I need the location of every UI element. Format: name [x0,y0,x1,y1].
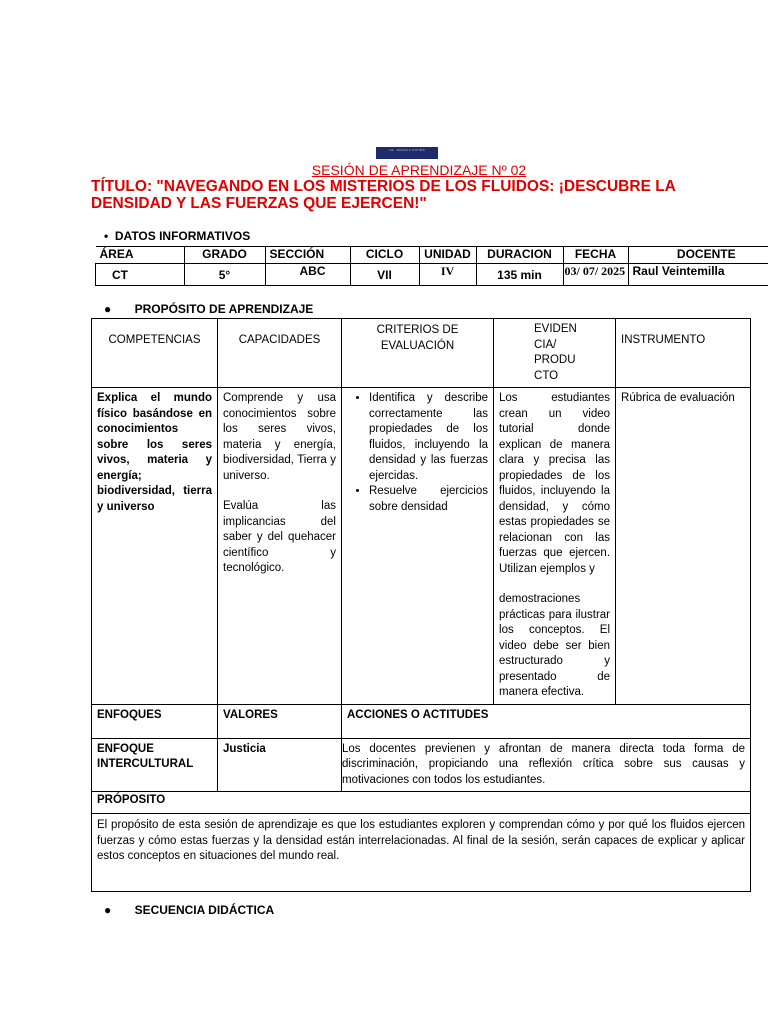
learning-purpose-table [91,318,751,892]
header-unidad: UNIDAD [419,247,476,264]
proposito-label: PRÓPOSITO [92,792,751,814]
enfoque-value: ENFOQUE INTERCULTURAL [92,738,218,792]
header-duracion: DURACION [476,247,563,264]
header-ciclo: CICLO [350,247,419,264]
enfoques-header-row [92,704,751,738]
acciones-label: ACCIONES O ACTITUDES [342,704,751,738]
proposito-heading [104,302,313,316]
value-unidad: IV [419,264,476,286]
criterios-cell [342,388,494,705]
institution-banner [376,147,438,159]
criterio-1: • Identifica y describe correctamente las propiedades de los fluidos, incluyendo la densidad y las fuerzas ejercidas. [369,391,488,484]
datos-heading-text: DATOS INFORMATIVOS [114,229,251,243]
header-docente: DOCENTE [628,247,768,264]
header-fecha: FECHA [563,247,628,264]
header-capacidades: CAPACIDADES [218,319,342,388]
capacidad-1: Comprende y usa conocimientos sobre los seres vivos, materia y energía, biodiversidad, Tierra y universo. [223,392,336,482]
datos-header-row [96,247,768,264]
value-duracion: 135 min [476,264,563,286]
proposito-text-row [92,814,751,892]
header-area: ÁREA [96,247,185,264]
value-grado: 5° [184,264,265,286]
header-instrumento: INSTRUMENTO [616,319,751,388]
capacidades-cell [218,388,342,705]
bullet-icon: ● [104,302,112,316]
header-evidencia: EVIDEN CIA/ PRODU CTO [494,319,616,388]
value-docente: Raul Veintemilla [628,264,768,286]
value-ciclo: VII [350,264,419,286]
bullet-icon: • [104,229,109,243]
valores-label: VALORES [218,704,342,738]
header-competencias: COMPETENCIAS [92,319,218,388]
proposito-label-row [92,792,751,814]
secuencia-heading [104,903,274,917]
value-fecha: 03/ 07/ 2025 [563,264,628,286]
secuencia-heading-text: SECUENCIA DIDÁCTICA [134,903,275,917]
header-seccion: SECCIÓN [265,247,350,264]
instrumento-cell: Rúbrica de evaluación [616,388,751,705]
valor-value: Justicia [218,738,342,792]
competencia-cell: Explica el mundo físico basándose en conocimientos sobre los seres vivos, materia y energía; biodiversidad, tierra y universo [92,388,218,705]
banner-text: I.E. GRACIA DIVINA [388,148,426,152]
header-criterios: CRITERIOS DE EVALUACIÓN [342,319,494,388]
datos-value-row [96,264,768,286]
capacidad-2: Evalúa las implicancias del saber y del quehacer científico y tecnológico. [223,500,336,574]
session-title: TÍTULO: "NAVEGANDO EN LOS MISTERIOS DE LOS FLUIDOS: ¡DESCUBRE LA DENSIDAD Y LAS FUERZAS QUE EJERCEN!" [91,178,676,212]
accion-value: Los docentes previenen y afrontan de manera directa toda forma de discriminación, propiciando una reflexión crítica sobre sus causas y motivaciones con todos los estudiantes. [342,738,751,792]
value-area: CT [96,264,185,286]
session-heading: SESIÓN DE APRENDIZAJE Nº 02 [311,162,527,178]
enfoques-label: ENFOQUES [92,704,218,738]
evidencia-cell [494,388,616,705]
criterio-2: • Resuelve ejercicios sobre densidad [369,484,488,515]
datos-heading [104,229,250,243]
enfoque-row [92,738,751,792]
datos-table [95,246,768,286]
purpose-content-row [92,388,751,705]
purpose-header-row [92,319,751,388]
proposito-text: El propósito de esta sesión de aprendizaje es que los estudiantes exploren y comprendan cómo y por qué los fluidos ejercen fuerzas y cómo estas fuerzas y la densidad están interrelacionadas. Al final de la sesión, serán capaces de explicar y aplicar estos conceptos en situaciones del mundo real. [92,814,751,892]
proposito-heading-text: PROPÓSITO DE APRENDIZAJE [134,302,314,316]
evidencia-1: Los estudiantes crean un video tutorial donde explican de manera clara y precisa las propiedades de los fluidos, incluyendo la densidad, y cómo estas propiedades se relacionan con las fuerzas que ejercen. Utilizan ejemplos y [499,392,611,575]
bullet-icon: ● [104,903,112,917]
value-seccion: ABC [265,264,350,286]
header-grado: GRADO [184,247,265,264]
evidencia-2: demostraciones prácticas para ilustrar los conceptos. El video debe ser bien estructurado y presentado de manera efectiva. [499,593,611,698]
